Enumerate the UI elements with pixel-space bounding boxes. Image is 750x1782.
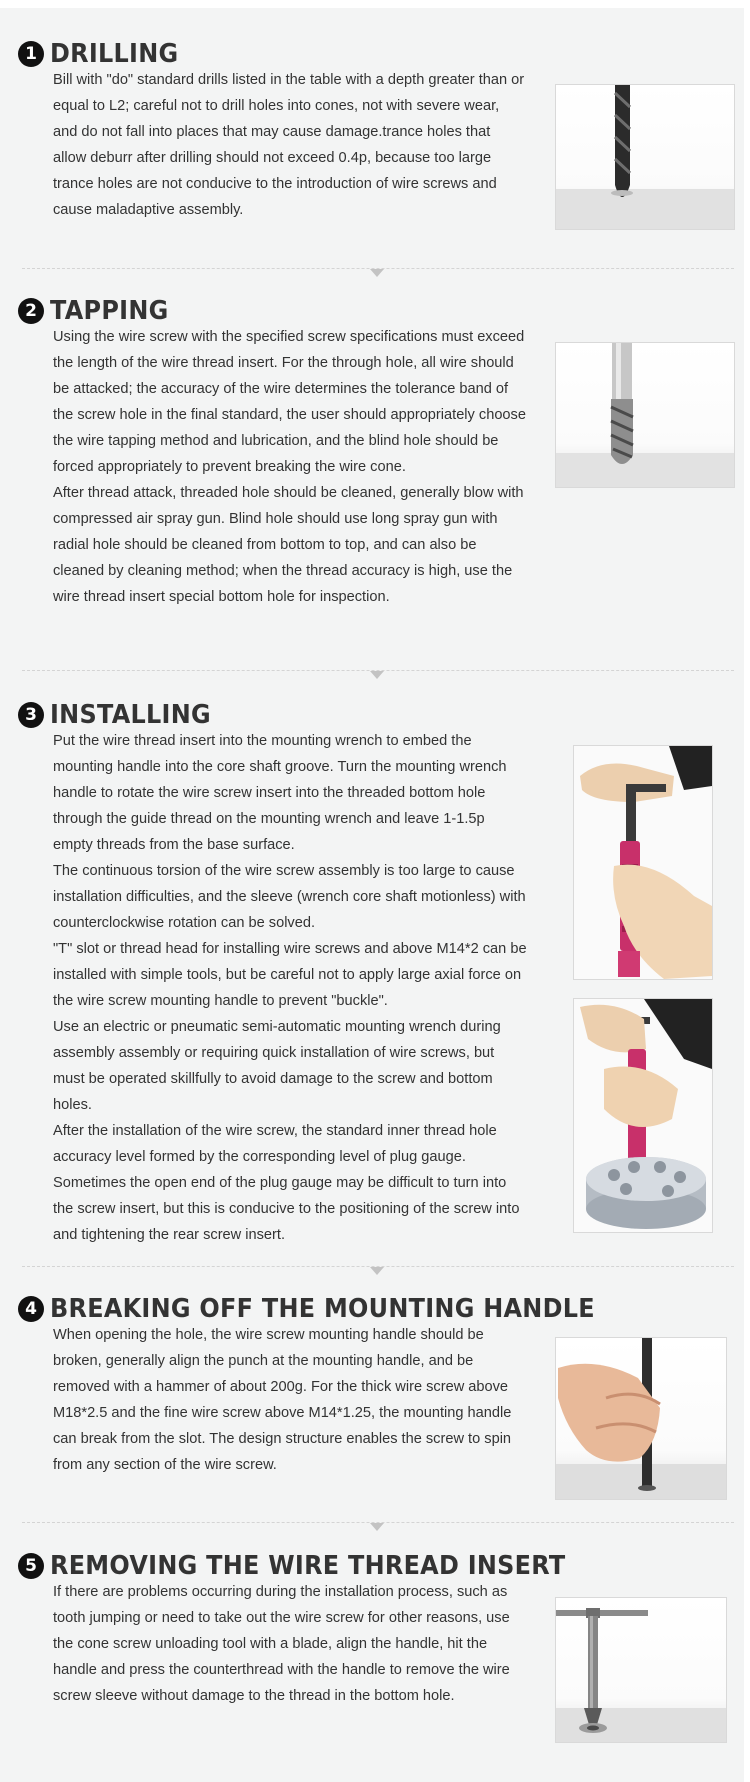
section-breaking-off (0, 1294, 744, 1524)
tap-photo (555, 342, 735, 488)
section-title: REMOVING THE WIRE THREAD INSERT (50, 1551, 566, 1581)
section-body (53, 67, 527, 223)
chevron-down-icon (370, 1267, 384, 1275)
section-title: DRILLING (50, 39, 179, 69)
install-wrench-photo (573, 745, 713, 980)
section-removing (0, 1551, 744, 1781)
paragraph: When opening the hole, the wire screw mounting handle should be broken, generally align the punch at the mounting handle, and be removed with a hammer of about 200g. For the thick wire screw above M18*2.5 and the fine wire screw above M14*1.25, the mounting handle can break from the slot. The design structure enables the screw to spin from any section of the wire screw. (53, 1327, 512, 1473)
paragraph: If there are problems occurring during the installation process, such as tooth jumping or need to take out the wire screw for other reasons, use the cone screw unloading tool with a blade, align the handle, hit the handle and press the counterthread with the handle to remove the wire screw sleeve without damage to the thread in the bottom hole. (53, 1584, 510, 1704)
section-number-badge: 4 (18, 1296, 44, 1322)
right-margin (744, 0, 750, 1782)
section-heading (18, 700, 225, 730)
chevron-down-icon (370, 1523, 384, 1531)
chevron-down-icon (370, 269, 384, 277)
section-title: INSTALLING (50, 700, 211, 730)
section-body (53, 1579, 527, 1709)
paragraph: Bill with "do" standard drills listed in the table with a depth greater than or equal to L2; careful not to drill holes into cones, not with severe wear, and do not fall into places that may cause damage.trance holes that allow deburr after drilling should not exceed 0.4p, because too large trance holes are not conducive to the introduction of wire screws and cause maladaptive assembly. (53, 72, 525, 218)
section-installing (0, 700, 744, 1260)
section-title: TAPPING (50, 296, 169, 326)
section-body (53, 728, 527, 1248)
section-heading (18, 1551, 610, 1581)
paragraph: "T" slot or thread head for installing wire screws and above M14*2 can be installed with simple tools, but be careful not to apply large axial force on the wire screw mounting handle to prevent "buckle". (53, 941, 527, 1009)
section-heading (18, 296, 179, 326)
paragraph: Using the wire screw with the specified screw specifications must exceed the length of the wire thread insert. For the through hole, all wire should be attacked; the accuracy of the wire determines the tolerance band of the screw hole in the final standard, the user should appropriately choose the wire tapping method and lubrication, and the blind hole should be forced appropriately to prevent breaking the wire cone. (53, 329, 526, 475)
chevron-down-icon (370, 671, 384, 679)
top-margin (0, 0, 750, 8)
drill-bit-photo (555, 84, 735, 230)
section-number-badge: 2 (18, 298, 44, 324)
section-title: BREAKING OFF THE MOUNTING HANDLE (50, 1294, 595, 1324)
section-number-badge: 5 (18, 1553, 44, 1579)
section-number-badge: 3 (18, 702, 44, 728)
removal-tool-photo (555, 1597, 727, 1743)
paragraph: After thread attack, threaded hole should be cleaned, generally blow with compressed air spray gun. Blind hole should use long spray gun with radial hole should be cleaned from bottom to top, and can also be cleaned by cleaning method; when the thread accuracy is high, use the wire thread insert special bottom hole for inspection. (53, 485, 524, 605)
section-body (53, 1322, 527, 1478)
section-drilling (0, 39, 744, 229)
paragraph: Use an electric or pneumatic semi-automatic mounting wrench during assembly assembly or requiring quick installation of wire screws, but must be operated skillfully to avoid damage to the screw and bottom holes. (53, 1019, 501, 1113)
punch-photo (555, 1337, 727, 1500)
section-tapping (0, 296, 744, 646)
paragraph: After the installation of the wire screw, the standard inner thread hole accuracy level formed by the corresponding level of plug gauge. Sometimes the open end of the plug gauge may be difficult to turn into the screw insert, but this is conducive to the positioning of the screw into and tightening the rear screw insert. (53, 1123, 520, 1243)
install-block-photo (573, 998, 713, 1233)
section-number-badge: 1 (18, 41, 44, 67)
section-heading (18, 39, 190, 69)
section-heading (18, 1294, 642, 1324)
paragraph: The continuous torsion of the wire screw assembly is too large to cause installation difficulties, and the sleeve (wrench core shaft motionless) with counterclockwise rotation can be solved. (53, 863, 526, 931)
section-body (53, 324, 527, 610)
paragraph: Put the wire thread insert into the mounting wrench to embed the mounting handle into the core shaft groove. Turn the mounting wrench handle to rotate the wire screw insert into the threaded bottom hole through the guide thread on the mounting wrench and leave 1-1.5p empty threads from the base surface. (53, 733, 507, 853)
